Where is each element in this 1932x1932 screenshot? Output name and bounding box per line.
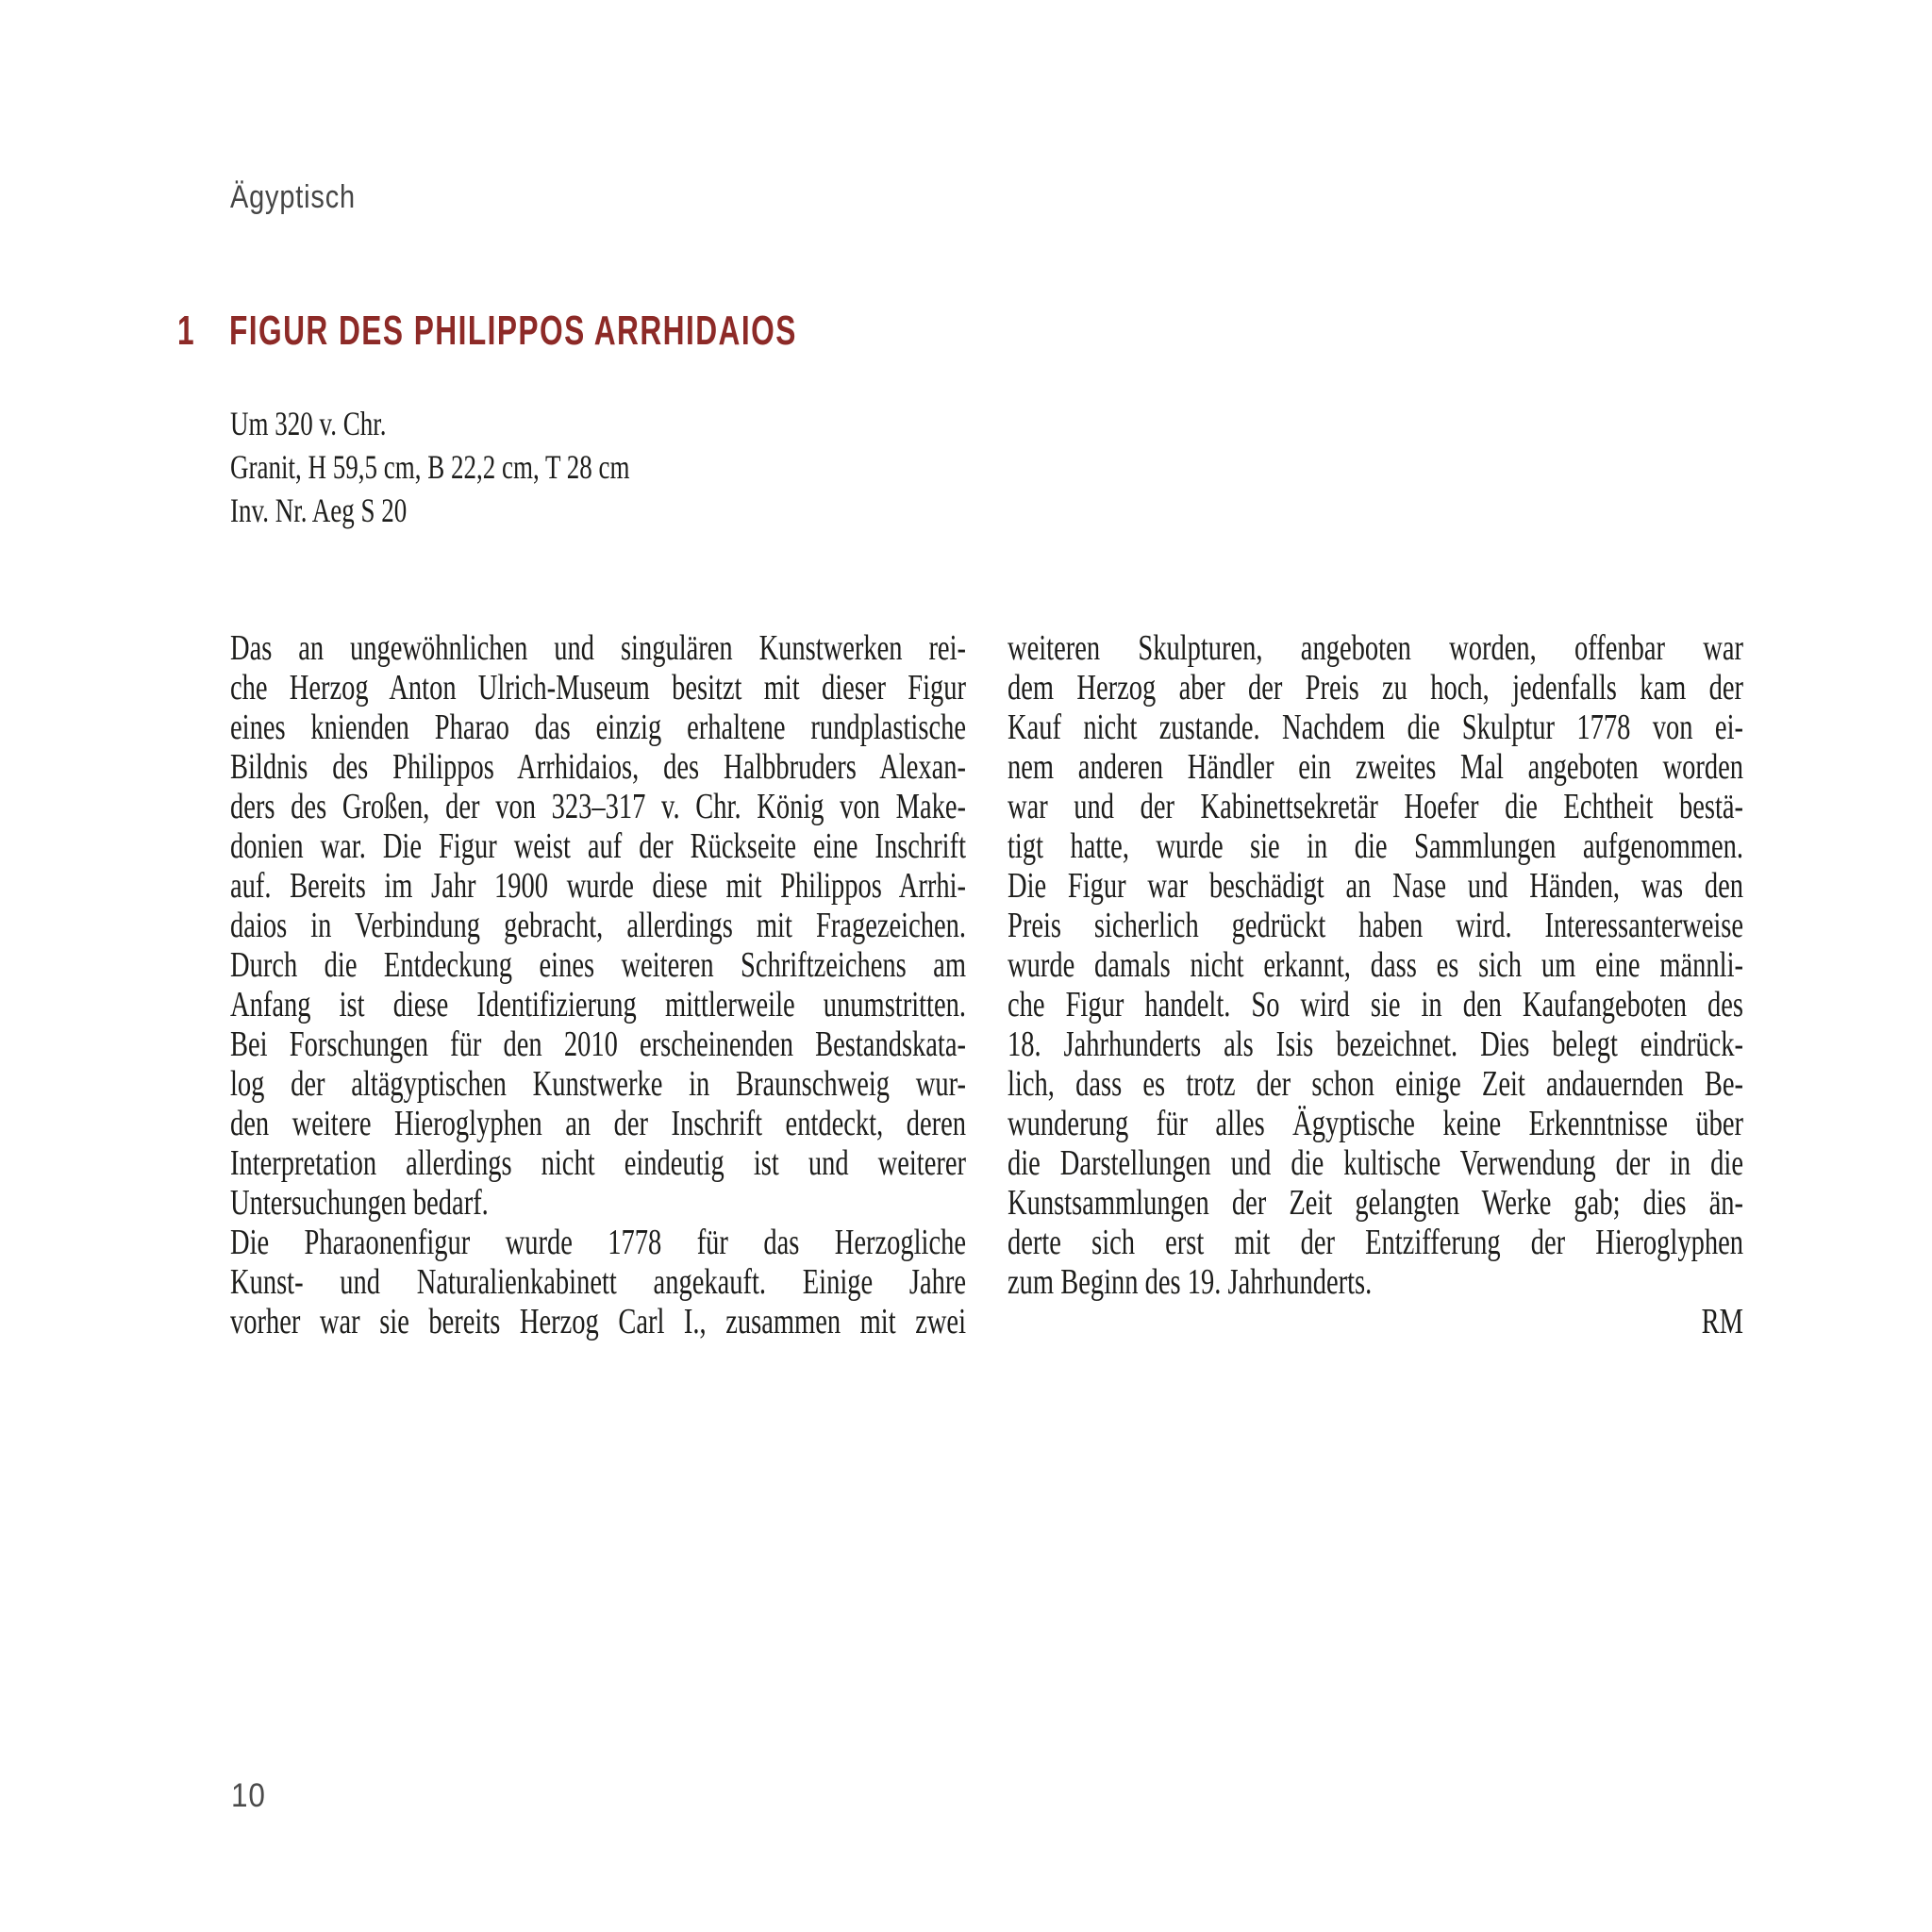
text-line: die Darstellungen und die kultische Verwendung der in die [1008,1143,1743,1183]
text-line: Bildnis des Philippos Arrhidaios, des Halbbruders Alexan- [230,747,966,787]
text-line: che Figur handelt. So wird sie in den Kaufangeboten des [1008,985,1743,1024]
text-line: tigt hatte, wurde sie in die Sammlungen aufgenommen. [1008,826,1743,866]
text-line: log der altägyptischen Kunstwerke in Braunschweig wur- [230,1064,966,1104]
text-line: Inv. Nr. Aeg S 20 [230,491,408,529]
text-line: Kunstsammlungen der Zeit gelangten Werke gab; dies än- [1008,1183,1743,1223]
category-label: Ägyptisch [230,179,356,215]
text-line: Bei Forschungen für den 2010 erscheinenden Bestandskata- [230,1024,966,1064]
text-line: zum Beginn des 19. Jahrhunderts. [1008,1262,1373,1302]
text-line: Preis sicherlich gedrückt haben wird. Interessanterweise [1008,906,1743,945]
text-line: eines knienden Pharao das einzig erhaltene rundplastische [230,708,966,747]
text-line: Um 320 v. Chr. [230,405,387,442]
artifact-details [230,402,1008,532]
text-line: nem anderen Händler ein zweites Mal angeboten worden [1008,747,1743,787]
text-line: ders des Großen, der von 323–317 v. Chr. König von Make- [230,787,966,826]
text-line: dem Herzog aber der Preis zu hoch, jedenfalls kam der [1008,668,1743,708]
text-line: Interpretation allerdings nicht eindeutig ist und weiterer [230,1143,966,1183]
text-line: wunderung für alles Ägyptische keine Erkenntnisse über [1008,1104,1743,1143]
text-line: 18. Jahrhunderts als Isis bezeichnet. Dies belegt eindrück- [1008,1024,1743,1064]
entry-title: FIGUR DES PHILIPPOS ARRHIDAIOS [229,308,797,354]
text-line: weiteren Skulpturen, angeboten worden, offenbar war [1008,628,1743,668]
text-line: den weitere Hieroglyphen an der Inschrift entdeckt, deren [230,1104,966,1143]
text-line: Granit, H 59,5 cm, B 22,2 cm, T 28 cm [230,448,630,486]
text-line: derte sich erst mit der Entzifferung der Hieroglyphen [1008,1223,1743,1262]
body-right-column [1008,628,1743,1341]
entry-number: 1 [177,308,196,354]
text-line: Kauf nicht zustande. Nachdem die Skulptur 1778 von ei- [1008,708,1743,747]
text-line: Das an ungewöhnlichen und singulären Kunstwerken rei- [230,628,966,668]
text-line: lich, dass es trotz der schon einige Zeit andauernden Be- [1008,1064,1743,1104]
page-number: 10 [231,1777,266,1814]
text-line: donien war. Die Figur weist auf der Rückseite eine Inschrift [230,826,966,866]
text-line: Die Figur war beschädigt an Nase und Händen, was den [1008,866,1743,906]
text-line: Untersuchungen bedarf. [230,1183,489,1223]
body-left-column [230,628,966,1341]
text-line: daios in Verbindung gebracht, allerdings mit Fragezeichen. [230,906,966,945]
text-line: wurde damals nicht erkannt, dass es sich um eine männli- [1008,945,1743,985]
text-line: che Herzog Anton Ulrich-Museum besitzt mit dieser Figur [230,668,966,708]
text-line: Anfang ist diese Identifizierung mittlerweile unumstritten. [230,985,966,1024]
text-line: Durch die Entdeckung eines weiteren Schriftzeichens am [230,945,966,985]
text-line: vorher war sie bereits Herzog Carl I., zusammen mit zwei [230,1302,966,1341]
author-initials: RM [1701,1302,1743,1341]
text-line: Kunst- und Naturalienkabinett angekauft. Einige Jahre [230,1262,966,1302]
text-line: war und der Kabinettsekretär Hoefer die Echtheit bestä- [1008,787,1743,826]
text-line: auf. Bereits im Jahr 1900 wurde diese mit Philippos Arrhi- [230,866,966,906]
text-line: Die Pharaonenfigur wurde 1778 für das Herzogliche [230,1223,966,1262]
